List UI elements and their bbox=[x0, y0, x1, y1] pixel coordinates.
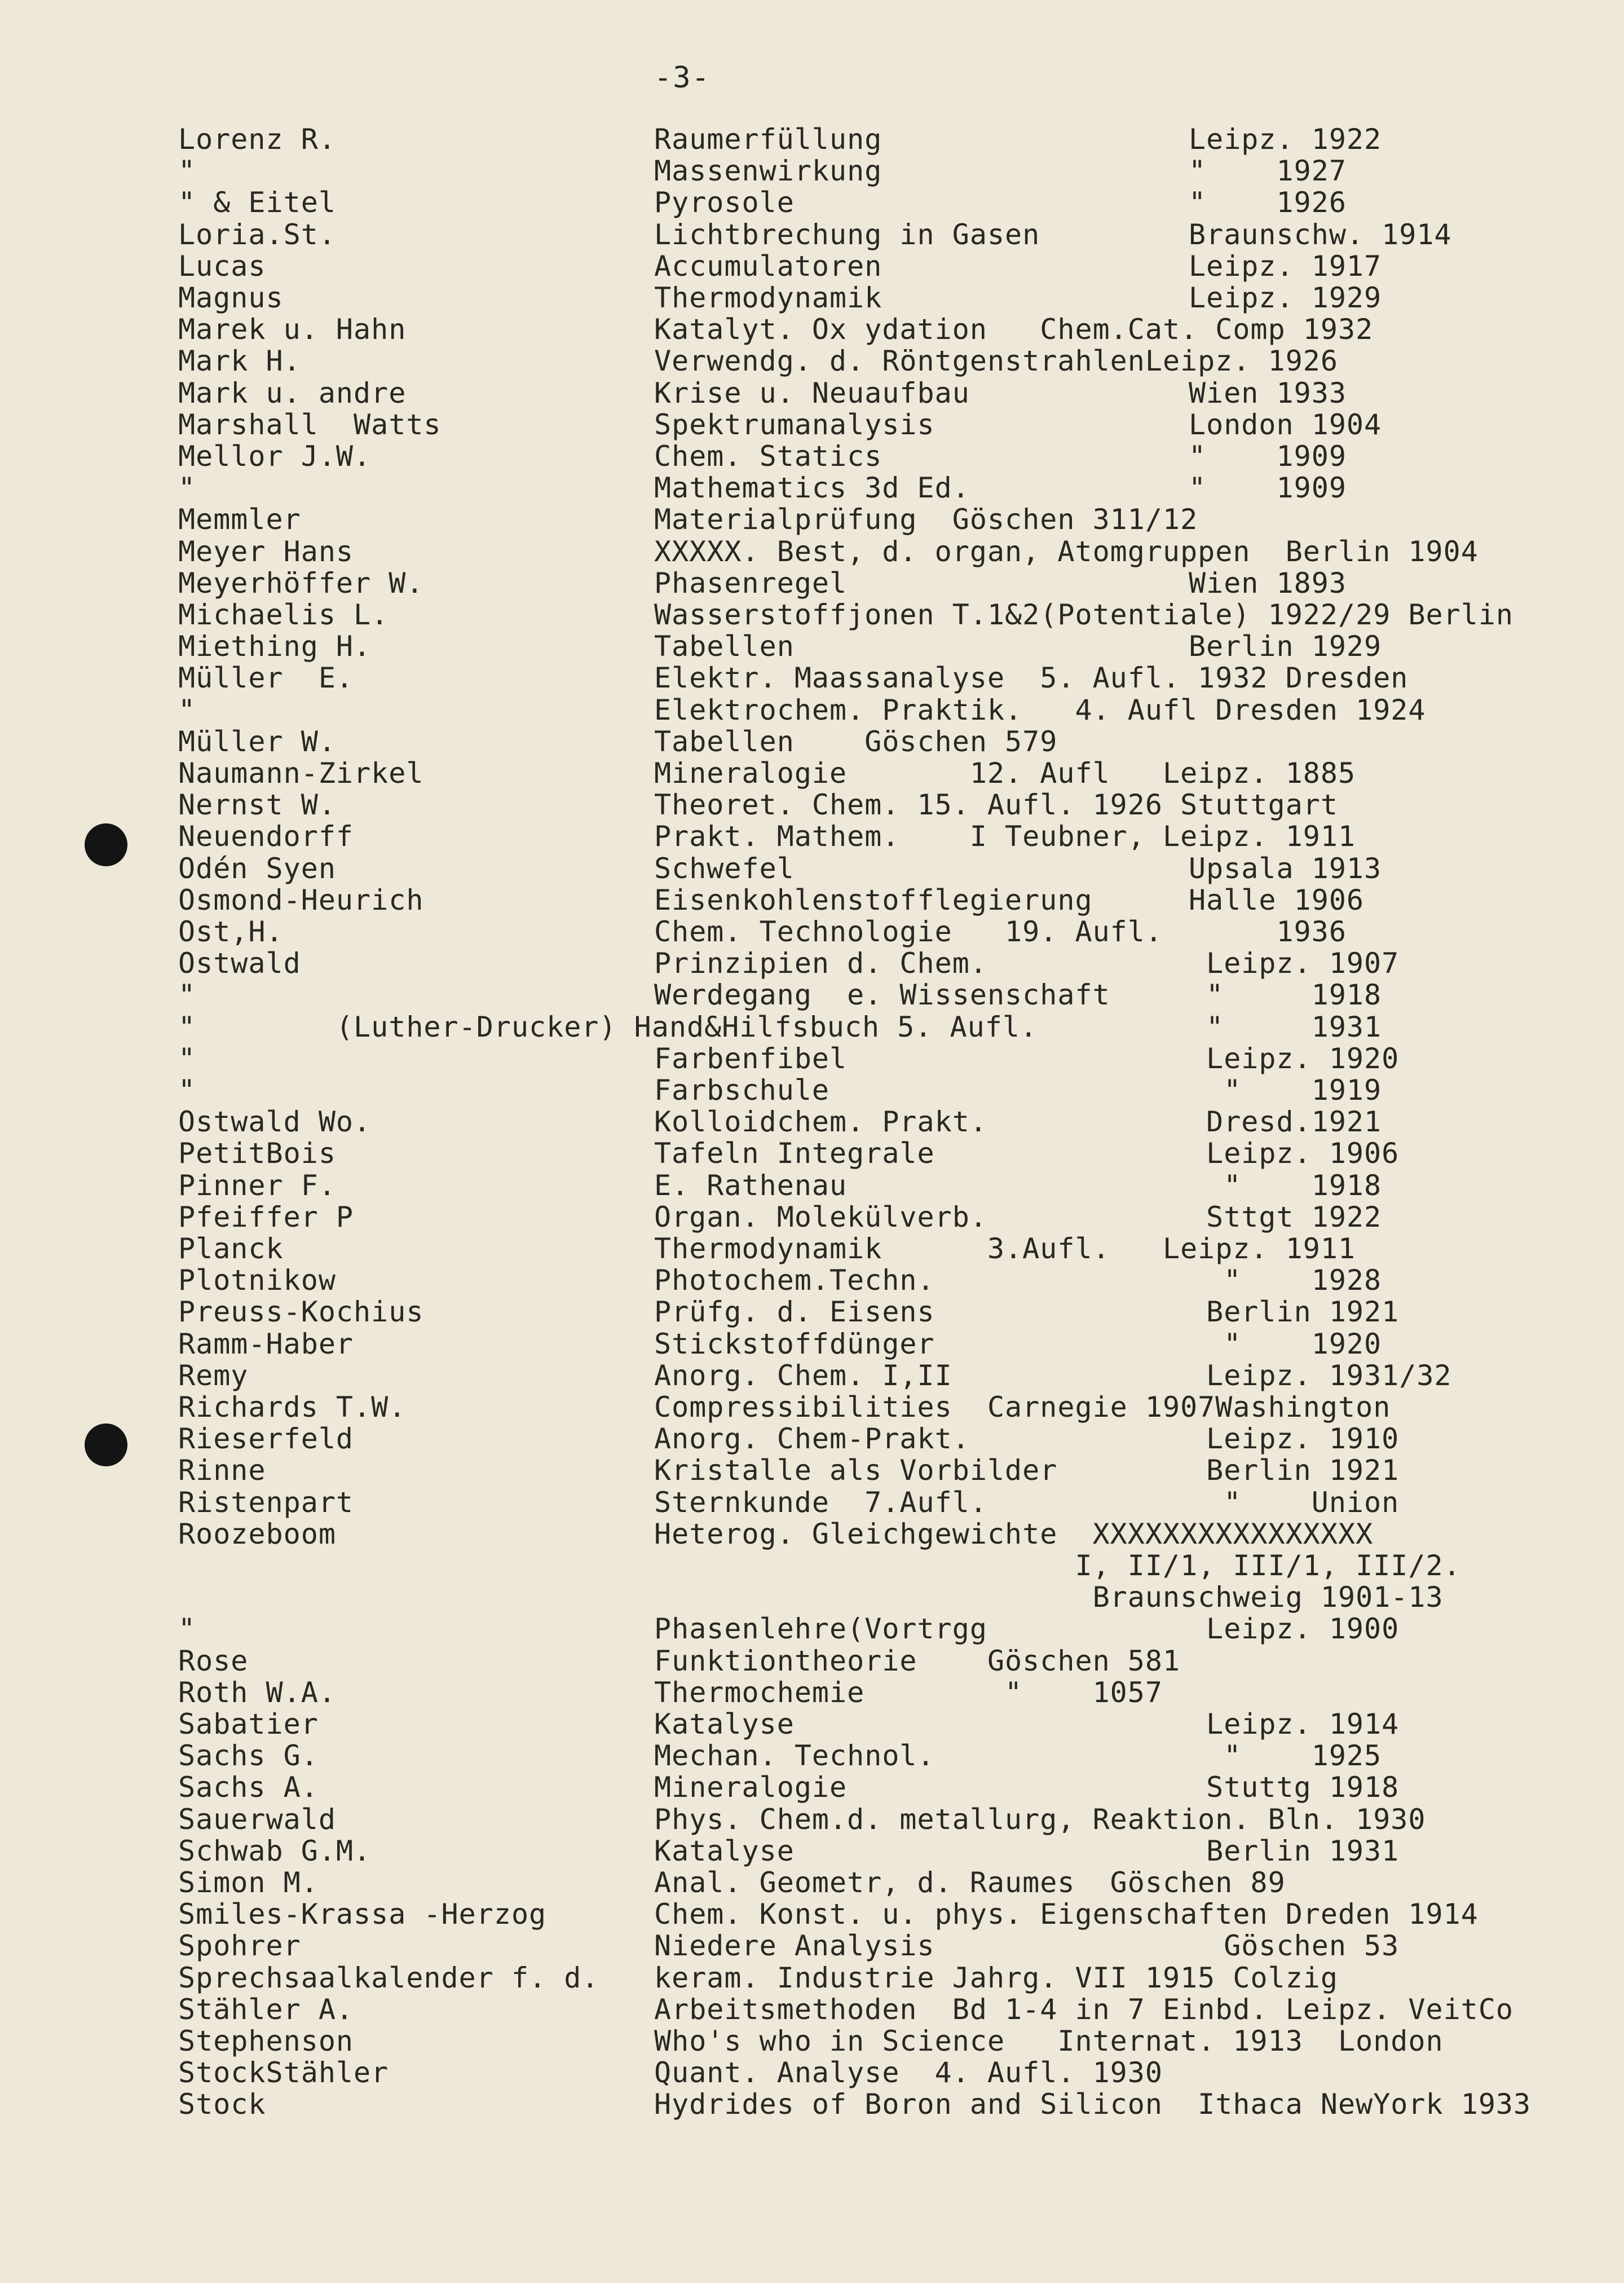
entry-row bbox=[0, 2025, 1624, 2057]
entry-row bbox=[0, 1518, 1624, 1550]
entry-title: Mechan. Technol. bbox=[654, 1739, 935, 1772]
entry-title: Stickstoffdünger bbox=[654, 1328, 935, 1360]
entry-title: E. Rathenau bbox=[654, 1169, 848, 1202]
entry-row bbox=[0, 471, 1624, 504]
entry-row bbox=[0, 567, 1624, 600]
page-number: -3- bbox=[654, 61, 710, 95]
entry-row bbox=[0, 1676, 1624, 1709]
entry-title: Farbenfibel bbox=[654, 1042, 848, 1075]
entry-title: I, II/1, III/1, III/2. bbox=[654, 1549, 1461, 1582]
entry-author: Sachs A. bbox=[178, 1771, 319, 1804]
entry-author: Remy bbox=[178, 1359, 249, 1392]
entry-row bbox=[0, 1295, 1624, 1328]
entry-author: PetitBois bbox=[178, 1137, 336, 1170]
entry-title: Sternkunde 7.Aufl. bbox=[654, 1486, 987, 1519]
entry-title: Funktiontheorie Göschen 581 bbox=[654, 1645, 1181, 1677]
entry-author: " (Luther-Drucker) Hand&Hilfsbuch 5. Aufl. bbox=[178, 1011, 1038, 1043]
entry-place: Leipz. 1929 bbox=[1189, 281, 1382, 314]
entry-title: Werdegang e. Wissenschaft bbox=[654, 979, 1110, 1011]
entry-author: Stähler A. bbox=[178, 1993, 354, 2026]
entry-title: Mathematics 3d Ed. bbox=[654, 471, 970, 504]
entry-title: Eisenkohlenstofflegierung bbox=[654, 884, 1093, 916]
entry-place: " 1925 bbox=[1189, 1739, 1382, 1772]
entry-place: 1936 bbox=[1189, 915, 1347, 948]
entry-title: Katalyt. Ox ydation Chem.Cat. Comp 1932 bbox=[654, 313, 1374, 346]
entry-author: Ostwald Wo. bbox=[178, 1105, 372, 1138]
entry-row bbox=[0, 345, 1624, 377]
entry-title: Hydrides of Boron and Silicon Ithaca NewYork 1933 bbox=[654, 2088, 1532, 2121]
entry-author: Marek u. Hahn bbox=[178, 313, 407, 346]
entry-row bbox=[0, 218, 1624, 251]
entry-author: " bbox=[178, 694, 196, 726]
entry-author: " bbox=[178, 155, 196, 187]
entry-title: Braunschweig 1901-13 bbox=[654, 1581, 1444, 1614]
entry-title: Prinzipien d. Chem. bbox=[654, 947, 987, 980]
entry-place: Leipz. 1910 bbox=[1189, 1422, 1400, 1455]
entry-row bbox=[0, 281, 1624, 314]
entry-author: Spohrer bbox=[178, 1929, 301, 1962]
entry-place: " 1920 bbox=[1189, 1328, 1382, 1360]
entry-author: Ristenpart bbox=[178, 1486, 354, 1519]
entry-author: Meyer Hans bbox=[178, 535, 354, 568]
entry-author: StockStähler bbox=[178, 2056, 389, 2089]
entry-place: Leipz. 1900 bbox=[1189, 1612, 1400, 1645]
entry-row bbox=[0, 1835, 1624, 1867]
entry-place: Upsala 1913 bbox=[1189, 852, 1382, 885]
entry-title: Tabellen bbox=[654, 630, 795, 663]
entry-title: Kolloidchem. Prakt. bbox=[654, 1105, 987, 1138]
entry-row bbox=[0, 123, 1624, 156]
entry-place: Berlin 1921 bbox=[1189, 1295, 1400, 1328]
entry-place: Göschen 53 bbox=[1189, 1929, 1400, 1962]
entry-author: Roozeboom bbox=[178, 1518, 336, 1550]
entry-author: Müller E. bbox=[178, 662, 354, 694]
entry-row bbox=[0, 1993, 1624, 2026]
entry-place: London 1904 bbox=[1189, 408, 1382, 441]
entry-row bbox=[0, 1929, 1624, 1962]
entry-place: " 1926 bbox=[1189, 186, 1347, 219]
entry-row bbox=[0, 1771, 1624, 1804]
entry-place: Leipz. 1922 bbox=[1189, 123, 1382, 156]
entry-title: Chem. Technologie 19. Aufl. bbox=[654, 915, 1163, 948]
entry-row bbox=[0, 1169, 1624, 1202]
entry-title: Thermodynamik bbox=[654, 281, 882, 314]
entry-row bbox=[0, 788, 1624, 821]
entry-place: Leipz. 1920 bbox=[1189, 1042, 1400, 1075]
entry-title: Phasenregel bbox=[654, 567, 848, 600]
entry-title: Accumulatoren bbox=[654, 250, 882, 283]
entry-place: Wien 1893 bbox=[1189, 567, 1347, 600]
entry-author: Osmond-Heurich bbox=[178, 884, 424, 916]
entry-title: Pyrosole bbox=[654, 186, 795, 219]
entry-author: Sauerwald bbox=[178, 1803, 336, 1836]
entry-title: Wasserstoffjonen T.1&2(Potentiale) 1922/29 Berlin bbox=[654, 598, 1514, 631]
entry-row bbox=[0, 1391, 1624, 1423]
entry-title: Prüfg. d. Eisens bbox=[654, 1295, 935, 1328]
entry-row bbox=[0, 186, 1624, 219]
entry-place: Halle 1906 bbox=[1189, 884, 1365, 916]
entry-author: Sprechsaalkalender f. d. bbox=[178, 1962, 599, 1994]
entry-row bbox=[0, 1359, 1624, 1392]
entry-row bbox=[0, 694, 1624, 726]
entry-title: Compressibilities Carnegie 1907Washington bbox=[654, 1391, 1391, 1423]
entry-place: Wien 1933 bbox=[1189, 377, 1347, 409]
entry-row bbox=[0, 440, 1624, 473]
entry-title: Lichtbrechung in Gasen bbox=[654, 218, 1040, 251]
entry-author: Rose bbox=[178, 1645, 249, 1677]
entry-author: Miething H. bbox=[178, 630, 372, 663]
entry-author: Ostwald bbox=[178, 947, 301, 980]
entry-author: Mellor J.W. bbox=[178, 440, 372, 473]
entry-author: Rieserfeld bbox=[178, 1422, 354, 1455]
entry-title: Katalyse bbox=[654, 1708, 795, 1740]
entry-author: " bbox=[178, 1042, 196, 1075]
entry-title: Quant. Analyse 4. Aufl. 1930 bbox=[654, 2056, 1163, 2089]
entry-row bbox=[0, 598, 1624, 631]
entry-author: Loria.St. bbox=[178, 218, 336, 251]
entry-author: " bbox=[178, 979, 196, 1011]
entry-row bbox=[0, 725, 1624, 758]
entry-row bbox=[0, 1074, 1624, 1107]
entry-author: Ramm-Haber bbox=[178, 1328, 354, 1360]
entry-author: Mark u. andre bbox=[178, 377, 407, 409]
entry-author: Stephenson bbox=[178, 2025, 354, 2057]
entry-place: Leipz. 1907 bbox=[1189, 947, 1400, 980]
entry-author: Odén Syen bbox=[178, 852, 336, 885]
entry-title: Verwendg. d. RöntgenstrahlenLeipz. 1926 bbox=[654, 345, 1338, 377]
entry-row bbox=[0, 2088, 1624, 2121]
entry-row bbox=[0, 250, 1624, 283]
entry-place: Braunschw. 1914 bbox=[1189, 218, 1452, 251]
entry-row bbox=[0, 1486, 1624, 1519]
entry-title: Thermochemie " 1057 bbox=[654, 1676, 1163, 1709]
entry-title: Mineralogie 12. Aufl Leipz. 1885 bbox=[654, 757, 1356, 790]
entry-title: Anorg. Chem. I,II bbox=[654, 1359, 952, 1392]
entry-row bbox=[0, 535, 1624, 568]
entry-place: Leipz. 1914 bbox=[1189, 1708, 1400, 1740]
entry-row bbox=[0, 1328, 1624, 1360]
entry-title: Materialprüfung Göschen 311/12 bbox=[654, 503, 1198, 536]
entry-author: Plotnikow bbox=[178, 1264, 336, 1297]
entry-author: Rinne bbox=[178, 1454, 266, 1487]
entry-place: " 1918 bbox=[1189, 979, 1382, 1011]
entry-row bbox=[0, 1042, 1624, 1075]
entry-place: Sttgt 1922 bbox=[1189, 1201, 1382, 1233]
entry-title: Anal. Geometr, d. Raumes Göschen 89 bbox=[654, 1866, 1286, 1899]
entry-row bbox=[0, 1739, 1624, 1772]
entry-title: Katalyse bbox=[654, 1835, 795, 1867]
entry-row bbox=[0, 1708, 1624, 1740]
entry-author: Memmler bbox=[178, 503, 301, 536]
entry-title: Phys. Chem.d. metallurg, Reaktion. Bln. 1930 bbox=[654, 1803, 1426, 1836]
entry-row bbox=[0, 852, 1624, 885]
entry-row bbox=[0, 662, 1624, 694]
entry-author: Müller W. bbox=[178, 725, 336, 758]
entry-place: Berlin 1921 bbox=[1189, 1454, 1400, 1487]
entry-author: Sachs G. bbox=[178, 1739, 319, 1772]
entry-author: Pfeiffer P bbox=[178, 1201, 354, 1233]
entry-row bbox=[0, 1549, 1624, 1582]
entry-author: Michaelis L. bbox=[178, 598, 389, 631]
entry-title: Massenwirkung bbox=[654, 155, 882, 187]
entry-title: Anorg. Chem-Prakt. bbox=[654, 1422, 970, 1455]
entry-row bbox=[0, 1137, 1624, 1170]
entry-row bbox=[0, 979, 1624, 1011]
entry-title: Spektrumanalysis bbox=[654, 408, 935, 441]
entry-author: " bbox=[178, 1074, 196, 1107]
entry-row bbox=[0, 1866, 1624, 1899]
entry-title: Chem. Konst. u. phys. Eigenschaften Dreden 1914 bbox=[654, 1898, 1479, 1931]
entry-author: " & Eitel bbox=[178, 186, 336, 219]
entry-title: Krise u. Neuaufbau bbox=[654, 377, 970, 409]
entry-row bbox=[0, 377, 1624, 409]
entry-author: Richards T.W. bbox=[178, 1391, 407, 1423]
entry-row bbox=[0, 820, 1624, 853]
entry-title: Schwefel bbox=[654, 852, 795, 885]
entry-title: Heterog. Gleichgewichte XXXXXXXXXXXXXXXX bbox=[654, 1518, 1374, 1550]
entry-row bbox=[0, 1201, 1624, 1233]
entry-title: Organ. Molekülverb. bbox=[654, 1201, 987, 1233]
entry-author: Lucas bbox=[178, 250, 266, 283]
entry-author: Ost,H. bbox=[178, 915, 284, 948]
entry-title: Arbeitsmethoden Bd 1-4 in 7 Einbd. Leipz. VeitCo bbox=[654, 1993, 1514, 2026]
entry-row bbox=[0, 947, 1624, 980]
entry-title: Farbschule bbox=[654, 1074, 830, 1107]
entry-title: Niedere Analysis bbox=[654, 1929, 935, 1962]
entry-author: Simon M. bbox=[178, 1866, 319, 1899]
entry-author: Preuss-Kochius bbox=[178, 1295, 424, 1328]
entry-row bbox=[0, 1454, 1624, 1487]
entry-row bbox=[0, 1581, 1624, 1614]
entry-author: Mark H. bbox=[178, 345, 301, 377]
entry-author: " bbox=[178, 1612, 196, 1645]
entry-row bbox=[0, 1962, 1624, 1994]
entry-title: Chem. Statics bbox=[654, 440, 882, 473]
entry-row bbox=[0, 757, 1624, 790]
entry-row bbox=[0, 1232, 1624, 1265]
entry-title: Thermodynamik 3.Aufl. Leipz. 1911 bbox=[654, 1232, 1356, 1265]
entry-place: " 1909 bbox=[1189, 471, 1347, 504]
entry-place: Berlin 1929 bbox=[1189, 630, 1382, 663]
entry-row bbox=[0, 408, 1624, 441]
entry-place: Leipz. 1906 bbox=[1189, 1137, 1400, 1170]
entry-author: Nernst W. bbox=[178, 788, 336, 821]
entry-row bbox=[0, 313, 1624, 346]
entry-author: Smiles-Krassa -Herzog bbox=[178, 1898, 547, 1931]
entry-author: Magnus bbox=[178, 281, 284, 314]
entry-author: Marshall Watts bbox=[178, 408, 442, 441]
entry-row bbox=[0, 915, 1624, 948]
entry-row bbox=[0, 630, 1624, 663]
entry-place: Berlin 1931 bbox=[1189, 1835, 1400, 1867]
entry-place: " Union bbox=[1189, 1486, 1400, 1519]
entry-row bbox=[0, 884, 1624, 916]
entry-row bbox=[0, 1898, 1624, 1931]
entry-row bbox=[0, 1105, 1624, 1138]
entry-title: Theoret. Chem. 15. Aufl. 1926 Stuttgart bbox=[654, 788, 1338, 821]
entry-title: Mineralogie bbox=[654, 1771, 848, 1804]
entry-row bbox=[0, 503, 1624, 536]
entry-place: " 1928 bbox=[1189, 1264, 1382, 1297]
entry-place: " 1927 bbox=[1189, 155, 1347, 187]
entry-row bbox=[0, 1264, 1624, 1297]
entry-title: Elektr. Maassanalyse 5. Aufl. 1932 Dresden bbox=[654, 662, 1409, 694]
entry-author: Lorenz R. bbox=[178, 123, 336, 156]
entry-author: " bbox=[178, 471, 196, 504]
entry-row bbox=[0, 1011, 1624, 1043]
entry-place: Stuttg 1918 bbox=[1189, 1771, 1400, 1804]
entry-place: " 1931 bbox=[1189, 1011, 1382, 1043]
entry-title: Kristalle als Vorbilder bbox=[654, 1454, 1058, 1487]
entry-title: Phasenlehre(Vortrgg bbox=[654, 1612, 987, 1645]
entry-author: Stock bbox=[178, 2088, 266, 2121]
entry-place: Leipz. 1917 bbox=[1189, 250, 1382, 283]
entry-author: Roth W.A. bbox=[178, 1676, 336, 1709]
entry-author: Sabatier bbox=[178, 1708, 319, 1740]
entry-row bbox=[0, 1803, 1624, 1836]
entry-title: Photochem.Techn. bbox=[654, 1264, 935, 1297]
entry-place: " 1918 bbox=[1189, 1169, 1382, 1202]
entry-title: Who's who in Science Internat. 1913 London bbox=[654, 2025, 1444, 2057]
entry-row bbox=[0, 155, 1624, 187]
entry-author: Schwab G.M. bbox=[178, 1835, 372, 1867]
entry-title: keram. Industrie Jahrg. VII 1915 Colzig bbox=[654, 1962, 1338, 1994]
entry-author: Pinner F. bbox=[178, 1169, 336, 1202]
entry-author: Planck bbox=[178, 1232, 284, 1265]
entry-place: " 1919 bbox=[1189, 1074, 1382, 1107]
entry-row bbox=[0, 1645, 1624, 1677]
entry-row bbox=[0, 1612, 1624, 1645]
entry-row bbox=[0, 1422, 1624, 1455]
entry-author: Naumann-Zirkel bbox=[178, 757, 424, 790]
entry-author: Neuendorff bbox=[178, 820, 354, 853]
entry-author: Meyerhöffer W. bbox=[178, 567, 424, 600]
entry-place: Dresd.1921 bbox=[1189, 1105, 1382, 1138]
entry-title: Tabellen Göschen 579 bbox=[654, 725, 1058, 758]
entry-title: Prakt. Mathem. I Teubner, Leipz. 1911 bbox=[654, 820, 1356, 853]
entry-place: Leipz. 1931/32 bbox=[1189, 1359, 1452, 1392]
entry-title: Raumerfüllung bbox=[654, 123, 882, 156]
entry-place: " 1909 bbox=[1189, 440, 1347, 473]
entry-title: Elektrochem. Praktik. 4. Aufl Dresden 1924 bbox=[654, 694, 1426, 726]
entry-row bbox=[0, 2056, 1624, 2089]
entry-title: XXXXX. Best, d. organ, Atomgruppen Berlin 1904 bbox=[654, 535, 1479, 568]
entry-title: Tafeln Integrale bbox=[654, 1137, 935, 1170]
